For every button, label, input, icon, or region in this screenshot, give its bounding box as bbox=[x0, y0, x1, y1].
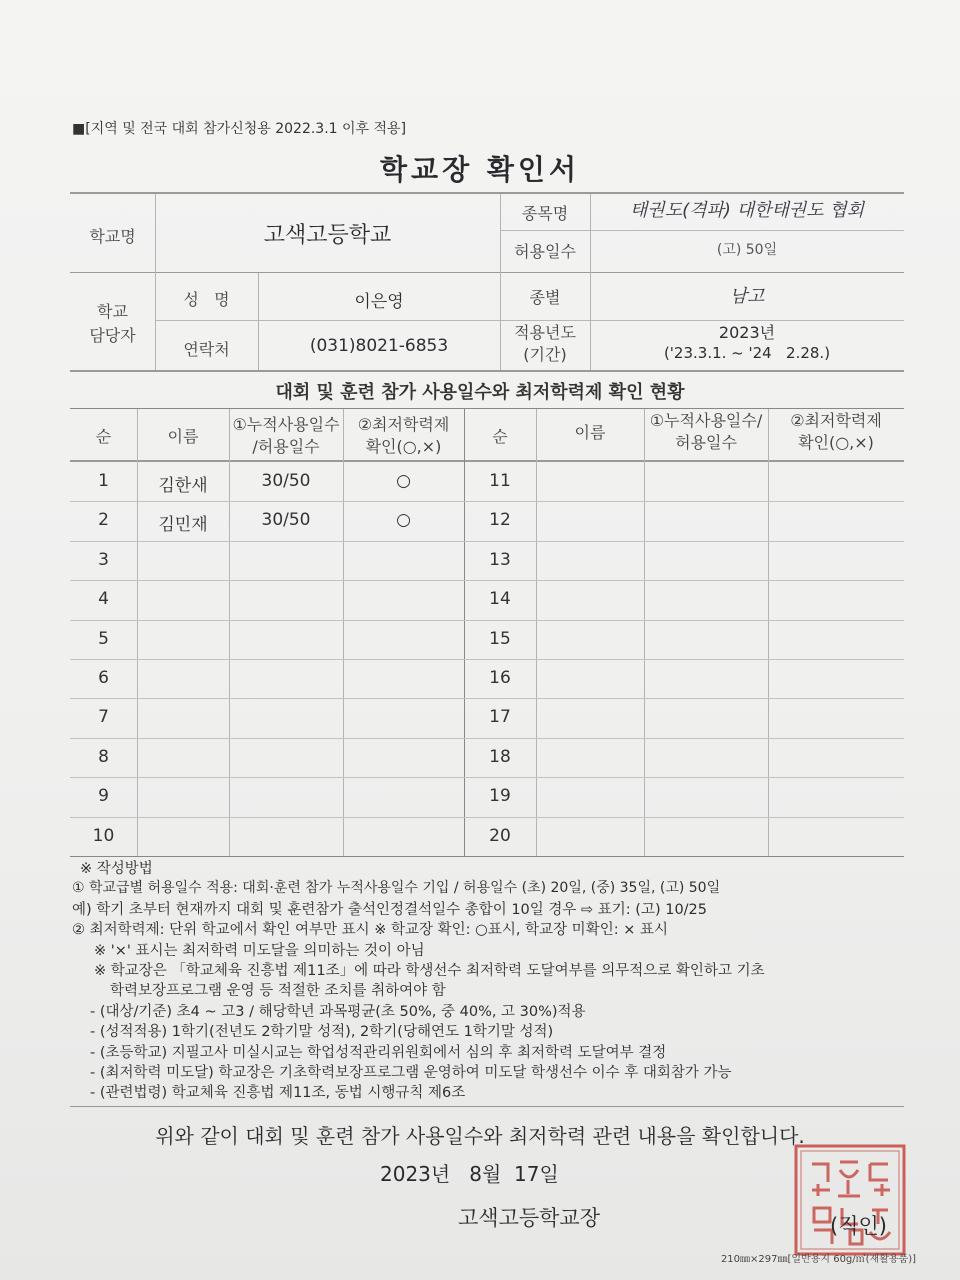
row-number: 4 bbox=[98, 589, 109, 609]
row-number: 8 bbox=[98, 747, 109, 767]
row-number: 9 bbox=[98, 786, 109, 806]
row-number-right: 20 bbox=[489, 826, 511, 846]
year-label: 적용년도 (기간) bbox=[514, 323, 576, 364]
sport-label: 종목명 bbox=[521, 204, 569, 223]
header-days: ①누적사용일수 /허용일수 bbox=[232, 415, 340, 456]
header-name: 이름 bbox=[167, 427, 199, 446]
note-line: ② 최저학력제: 단위 학교에서 확인 여부만 표시 ※ 학교장 확인: ○표시, 학교장 미확인: × 표시 bbox=[72, 922, 668, 939]
table-title: 대회 및 훈련 참가 사용일수와 최저학력제 확인 현황 bbox=[275, 382, 685, 403]
row-days: 30/50 bbox=[261, 510, 311, 530]
seal-label: (직인) bbox=[830, 1214, 887, 1238]
header-check: ②최저학력제 확인(○,×) bbox=[357, 415, 450, 456]
info-divider bbox=[500, 230, 904, 231]
declaration-text: 위와 같이 대회 및 훈련 참가 사용일수와 최저학력 관련 내용을 확인합니다. bbox=[155, 1124, 805, 1148]
row-check: ○ bbox=[396, 510, 411, 530]
row-divider bbox=[70, 817, 904, 818]
notes-divider bbox=[70, 1106, 904, 1107]
table-top-border bbox=[70, 408, 904, 409]
table-bottom-border bbox=[70, 856, 904, 857]
row-number: 2 bbox=[98, 510, 109, 530]
table-col-line bbox=[536, 409, 537, 857]
row-number: 6 bbox=[98, 668, 109, 688]
year-value: 2023년 bbox=[718, 323, 776, 342]
note-line: ※ '×' 표시는 최저학력 미도달을 의미하는 것이 아님 bbox=[94, 942, 425, 959]
row-number-right: 15 bbox=[489, 629, 511, 649]
allowed-days-value: (고) 50일 bbox=[716, 242, 778, 258]
note-line: ※ 작성방법 bbox=[80, 861, 153, 877]
note-line: - (최저학력 미도달) 학교장은 기초학력보장프로그램 운영하여 미도달 학생선수 이수 후 대회참가 가능 bbox=[90, 1065, 732, 1081]
contact-label: 연락처 bbox=[183, 340, 230, 359]
page-title: 학교장 확인서 bbox=[379, 153, 581, 186]
row-divider bbox=[70, 580, 904, 581]
header-no: 순 bbox=[95, 427, 112, 446]
note-line: - (성적적용) 1학기(전년도 2학기말 성적), 2학기(당해연도 1학기말 성적) bbox=[90, 1024, 554, 1041]
signer-text: 고색고등학교장 bbox=[458, 1206, 601, 1230]
manager-label: 학교 담당자 bbox=[89, 302, 136, 345]
row-divider bbox=[70, 698, 904, 699]
row-divider bbox=[70, 541, 904, 542]
name-value: 이은영 bbox=[354, 292, 404, 312]
table-col-line bbox=[644, 409, 645, 857]
info-bottom-border bbox=[70, 370, 904, 372]
note-line: - (관련법령) 학교체육 진흥법 제11조, 동법 시행규칙 제6조 bbox=[90, 1085, 466, 1102]
paper-spec: 210㎜×297㎜[일반용지 60g/㎡(재활용품)] bbox=[720, 1254, 916, 1265]
note-line: - (대상/기준) 초4 ~ 고3 / 해당학년 과목평균(초 50%, 중 40%, 고 30%)적용 bbox=[90, 1003, 586, 1020]
period-value: ('23.3.1. ~ '24 2.28.) bbox=[663, 344, 831, 362]
note-line: 예) 학기 초부터 현재까지 대회 및 훈련참가 출석인정결석일수 총합이 10일 경우 ⇨ 표기: (고) 10/25 bbox=[72, 901, 708, 918]
contact-value: (031)8021-6853 bbox=[309, 336, 449, 356]
row-number: 3 bbox=[98, 550, 109, 570]
sport-value: 태권도(격파) 대한태권도 협회 bbox=[629, 200, 865, 221]
row-check: ○ bbox=[396, 471, 411, 491]
row-number-right: 12 bbox=[489, 510, 511, 530]
row-number-right: 11 bbox=[489, 471, 511, 491]
info-divider bbox=[70, 272, 904, 273]
name-label: 성 명 bbox=[183, 290, 230, 309]
note-line: ※ 학교장은 「학교체육 진흥법 제11조」에 따라 학생선수 최저학력 도달여부를 의무적으로 확인하고 기초 bbox=[94, 963, 765, 979]
allowed-days-label: 허용일수 bbox=[514, 242, 576, 261]
row-number: 5 bbox=[98, 629, 109, 649]
date-text: 2023년 8월 17일 bbox=[380, 1162, 559, 1186]
header-no-right: 순 bbox=[492, 427, 508, 446]
note-line: - (초등학교) 지필고사 미실시교는 학업성적관리위원회에서 심의 후 최저학력 도달여부 결정 bbox=[90, 1044, 667, 1061]
header-check-right: ②최저학력제 확인(○,×) bbox=[790, 411, 882, 452]
table-header-border bbox=[70, 460, 904, 462]
row-divider bbox=[70, 501, 904, 502]
row-number-right: 16 bbox=[489, 668, 511, 688]
row-number-right: 18 bbox=[489, 747, 511, 767]
row-number-right: 13 bbox=[489, 550, 511, 570]
official-seal-stamp bbox=[790, 1140, 910, 1260]
header-name-right: 이름 bbox=[574, 423, 606, 442]
row-number-right: 14 bbox=[489, 589, 511, 609]
table-col-line bbox=[768, 409, 769, 857]
row-number-right: 19 bbox=[489, 786, 511, 806]
row-number: 1 bbox=[98, 471, 109, 491]
school-label: 학교명 bbox=[89, 227, 136, 246]
row-number: 10 bbox=[92, 826, 115, 846]
row-name: 김한새 bbox=[158, 476, 208, 496]
note-line: 학력보장프로그램 운영 등 적절한 조치를 취하여야 함 bbox=[110, 983, 446, 1000]
category-label: 종별 bbox=[529, 288, 561, 307]
row-divider bbox=[70, 620, 904, 621]
school-value: 고색고등학교 bbox=[263, 223, 392, 248]
row-divider bbox=[70, 659, 904, 660]
row-name: 김민재 bbox=[158, 515, 208, 535]
note-line: ① 학교급별 허용일수 적용: 대회·훈련 참가 누적사용일수 기입 / 허용일수 (초) 20일, (중) 35일, (고) 50일 bbox=[72, 880, 721, 897]
row-days: 30/50 bbox=[261, 471, 311, 491]
info-top-border bbox=[70, 192, 904, 194]
row-number: 7 bbox=[98, 707, 109, 727]
header-days-right: ①누적사용일수/ 허용일수 bbox=[649, 411, 763, 452]
row-divider bbox=[70, 777, 904, 778]
notice-text: ■[지역 및 전국 대회 참가신청용 2022.3.1 이후 적용] bbox=[72, 121, 407, 137]
category-value: 남고 bbox=[729, 286, 765, 307]
row-divider bbox=[70, 738, 904, 739]
row-number-right: 17 bbox=[489, 707, 511, 727]
